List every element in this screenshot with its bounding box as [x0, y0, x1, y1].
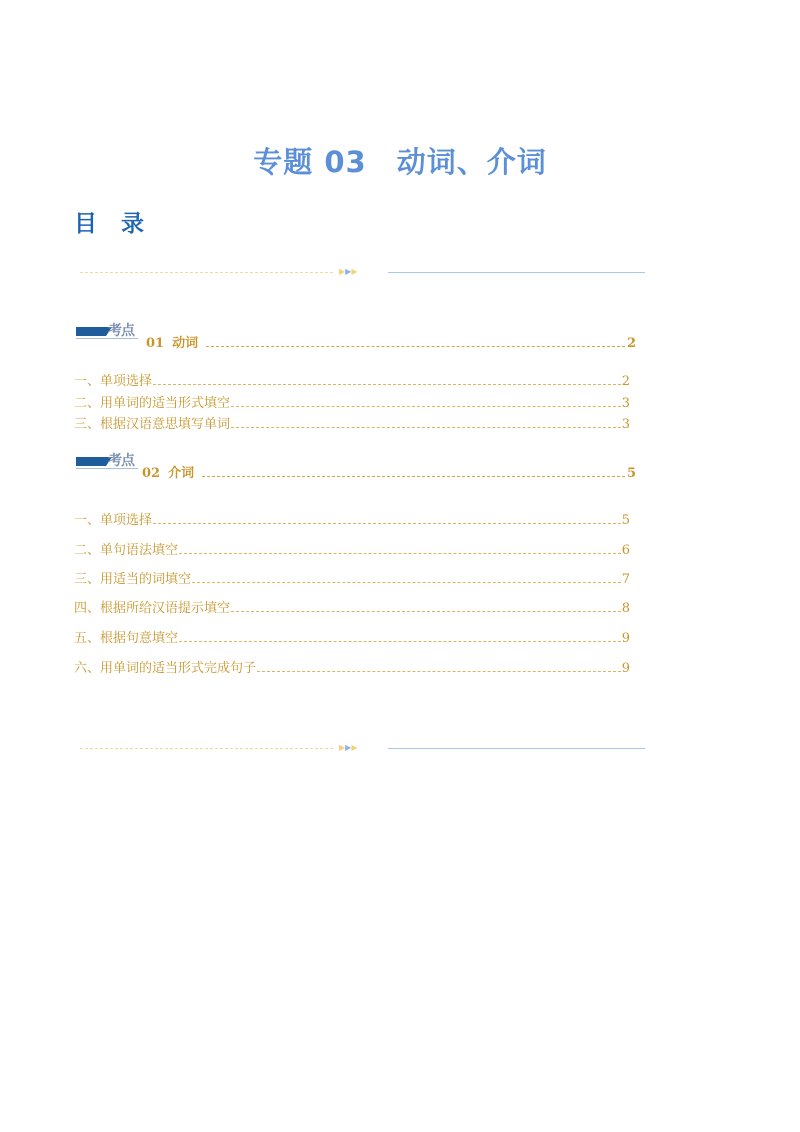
toc-item-label: 三、根据汉语意思填写单词 [74, 417, 231, 432]
badge-flag-icon [76, 457, 106, 466]
dot-leader [179, 553, 621, 554]
section-name: 动词 [172, 336, 199, 351]
toc-item-page: 8 [621, 601, 630, 616]
toc-item[interactable] [74, 572, 630, 588]
section-name: 介词 [168, 466, 195, 481]
toc-heading: 目 录 [74, 211, 153, 237]
section-heading-01[interactable] [76, 323, 636, 351]
toc-item-label: 二、用单词的适当形式填空 [74, 396, 231, 411]
badge-label: 考点 [108, 323, 134, 339]
triple-arrow-icon: ▶▶▶ [339, 267, 358, 276]
dot-leader [153, 384, 621, 385]
dot-leader [179, 641, 621, 642]
dot-leader [231, 406, 621, 407]
toc-item-label: 三、用适当的词填空 [74, 572, 192, 587]
toc-item[interactable] [74, 631, 630, 647]
badge-flag-icon [76, 327, 106, 336]
section-page: 5 [626, 466, 636, 481]
document-title: 专题 03 动词、介词 [253, 145, 547, 179]
toc-item[interactable] [74, 513, 630, 529]
toc-item-label: 一、单项选择 [74, 513, 153, 528]
triple-arrow-icon: ▶▶▶ [339, 743, 358, 752]
toc-item[interactable] [74, 417, 630, 433]
toc-item[interactable] [74, 396, 630, 412]
kaodian-badge [76, 453, 146, 473]
dot-leader [202, 476, 625, 477]
dot-leader [153, 523, 621, 524]
badge-label: 考点 [108, 453, 134, 469]
toc-item-page: 3 [621, 396, 630, 411]
toc-item-label: 六、用单词的适当形式完成句子 [74, 661, 257, 676]
toc-item-page: 7 [621, 572, 630, 587]
section-page: 2 [626, 336, 636, 351]
divider-bottom [80, 744, 645, 754]
toc-item-page: 6 [621, 543, 630, 558]
toc-item-label: 一、单项选择 [74, 374, 153, 389]
toc-item[interactable] [74, 374, 630, 390]
toc-item[interactable] [74, 601, 630, 617]
toc-item-page: 2 [621, 374, 630, 389]
kaodian-badge [76, 323, 146, 343]
dot-leader [257, 671, 621, 672]
section-heading-02[interactable] [76, 453, 636, 481]
dot-leader [206, 346, 625, 347]
toc-item-page: 3 [621, 417, 630, 432]
toc-item-page: 9 [621, 661, 630, 676]
dot-leader [231, 427, 621, 428]
toc-item-label: 二、单句语法填空 [74, 543, 179, 558]
divider-top [80, 268, 645, 278]
dot-leader [192, 582, 621, 583]
toc-item-label: 五、根据句意填空 [74, 631, 179, 646]
toc-item-page: 5 [621, 513, 630, 528]
toc-item[interactable] [74, 661, 630, 677]
toc-item-page: 9 [621, 631, 630, 646]
section-number: 01 [146, 336, 165, 351]
toc-item-label: 四、根据所给汉语提示填空 [74, 601, 231, 616]
section-number: 02 [142, 466, 161, 481]
dot-leader [231, 611, 621, 612]
toc-item[interactable] [74, 543, 630, 559]
